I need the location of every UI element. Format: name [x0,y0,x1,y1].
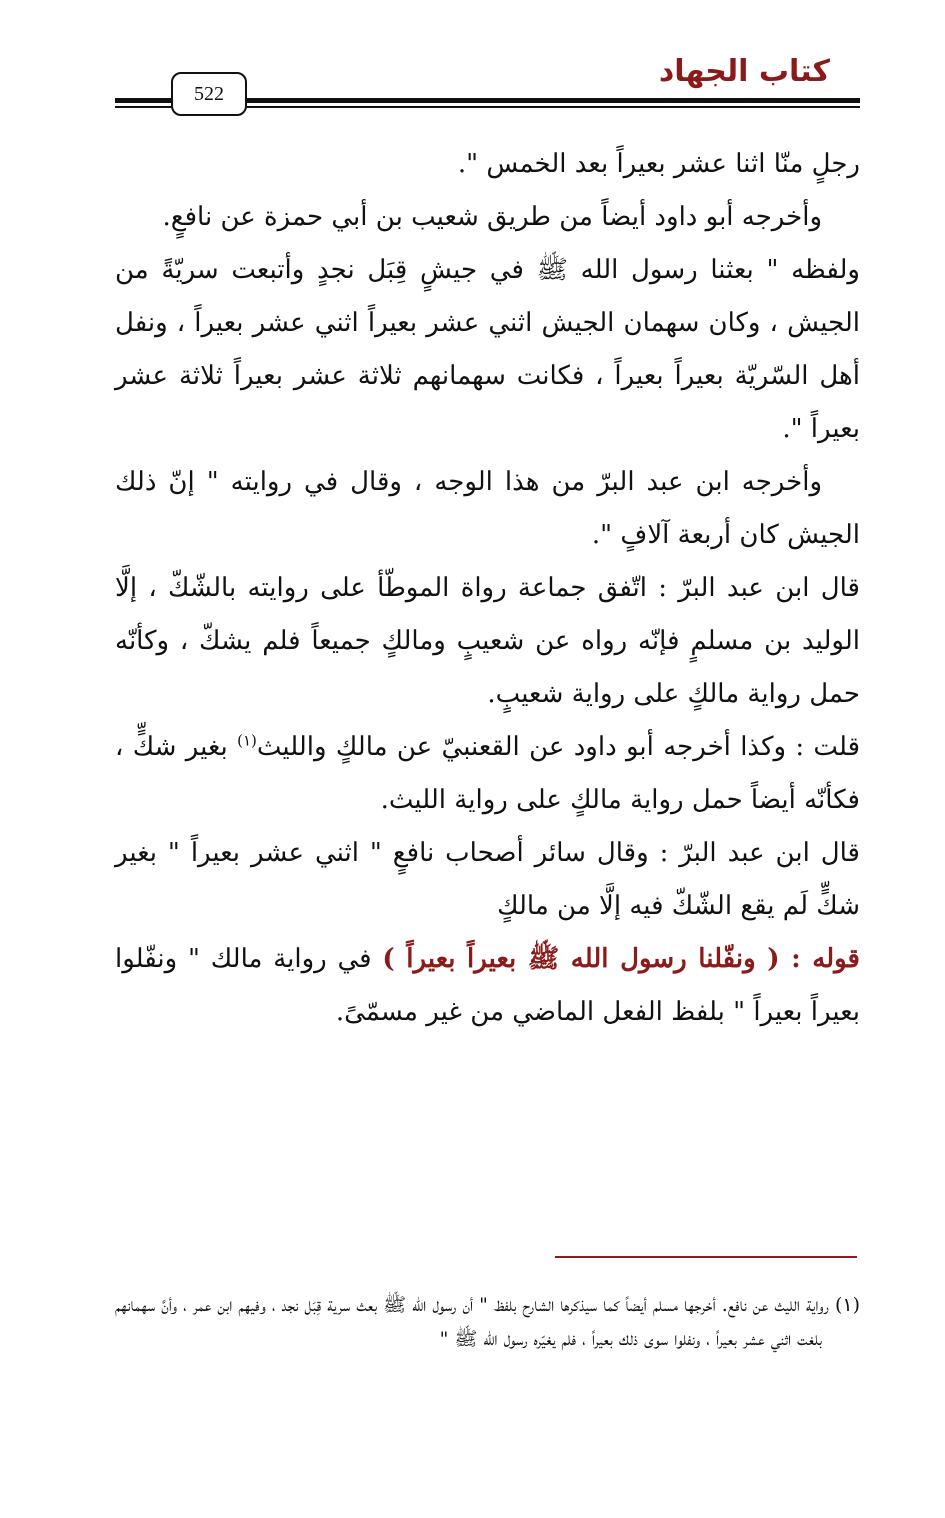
page-number [171,72,247,116]
footnote-1: (١) رواية الليث عن نافع. أخرجها مسلم أيضاً كما سيذكرها الشارح بلفظ " أن رسول الله ﷺ بعث سرية قِبَل نجد ، وفيهم ابن عمر ، وأنَّ سهمانهم بلغت اثني عشر بعيراً ، ونفلوا سوى ذلك بعيراً ، فلم يغيّره رسول الله ﷺ " [115,1294,860,1350]
page-number-label: 522 [194,82,224,105]
main-text [115,138,860,1039]
paragraph-6-text: قلت : وكذا أخرجه أبو داود عن القعنبيّ عن مالكٍ والليث [256,732,860,762]
commentary-heading: قوله : ( ونفّلنا رسول الله ﷺ بعيراً بعيراً ) [382,944,860,974]
book-title: كتاب الجهاد [658,54,830,89]
paragraph-1: رجلٍ منّا اثنا عشر بعيراً بعد الخمس ". [457,149,860,179]
paragraph-2: وأخرجه أبو داود أيضاً من طريق شعيب بن أبي حمزة عن نافعٍ. [162,202,822,232]
paragraph-8 [115,933,860,1039]
paragraph-6 [115,721,860,827]
footnote-divider [555,1256,857,1258]
footnote-reference[interactable]: (١) [237,731,257,750]
paragraph-5: قال ابن عبد البرّ : اتّفق جماعة رواة الموطّأ على روايته بالشّكّ ، إلَّا الوليد بن مسلمٍ فإنّه رواه عن شعيبٍ ومالكٍ جميعاً فلم يشكّ ، وكأنّه حمل رواية مالكٍ على رواية شعيبٍ. [115,573,860,709]
paragraph-3: ولفظه " بعثنا رسول الله ﷺ في جيشٍ قِبَل نجدٍ وأتبعت سريّةً من الجيش ، وكان سهمان الجيش اثني عشر بعيراً اثني عشر بعيراً ، ونفل أهل السّريّة بعيراً بعيراً ، فكانت سهمانهم ثلاثة عشر بعيراً ثلاثة عشر بعيراً ". [115,255,860,444]
paragraph-6-text-end: بغير شكٍّ ، فكأنّه أيضاً حمل رواية مالكٍ على رواية الليث. [115,732,860,815]
paragraph-4: وأخرجه ابن عبد البرّ من هذا الوجه ، وقال في روايته " إنّ ذلك الجيش كان أربعة آلافٍ ". [115,467,860,550]
paragraph-7: قال ابن عبد البرّ : وقال سائر أصحاب نافعٍ " اثني عشر بعيراً " بغير شكٍّ لَم يقع الشّكّ فيه إلَّا من مالكٍ [115,838,860,921]
footnote-section [115,1288,860,1356]
paragraph-8-text: في رواية مالك " ونفّلوا بعيراً بعيراً " بلفظ الفعل الماضي من غير مسمّىً. [115,944,860,1027]
page-header [0,0,945,130]
